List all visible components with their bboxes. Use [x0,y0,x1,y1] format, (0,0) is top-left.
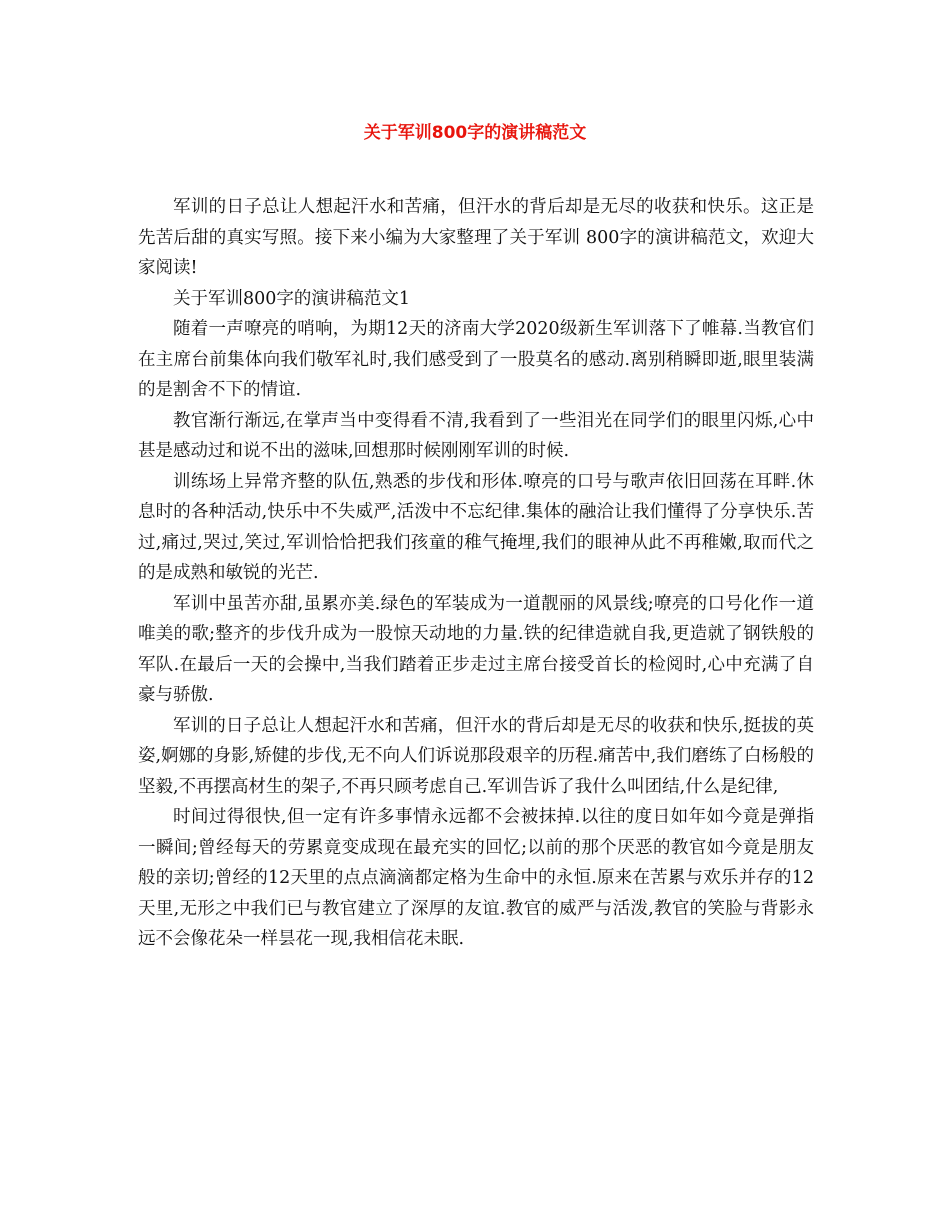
paragraph: 训练场上异常齐整的队伍,熟悉的步伐和形体.嘹亮的口号与歌声依旧回荡在耳畔.休息时的各种活动,快乐中不失威严,活泼中不忘纪律.集体的融洽让我们懂得了分享快乐.苦过,痛过,哭过,笑过,军训恰恰把我们孩童的稚气掩埋,我们的眼神从此不再稚嫩,取而代之的是成熟和敏锐的光芒. [138,471,814,583]
paragraph: 随着一声嘹亮的哨响，为期12天的济南大学2020级新生军训落下了帷幕.当教官们在主席台前集体向我们敬军礼时,我们感受到了一股莫名的感动.离别稍瞬即逝,眼里装满的是割舍不下的情谊. [138,319,814,400]
paragraph: 教官渐行渐远,在掌声当中变得看不清,我看到了一些泪光在同学们的眼里闪烁,心中甚是感动过和说不出的滋味,回想那时候刚刚军训的时候. [138,410,814,461]
paragraph-intro: 军训的日子总让人想起汗水和苦痛，但汗水的背后却是无尽的收获和快乐。这正是先苦后甜的真实写照。接下来小编为大家整理了关于军训 800字的演讲稿范文，欢迎大家阅读! [138,197,814,278]
section-heading: 关于军训800字的演讲稿范文1 [173,288,411,309]
paragraph: 军训中虽苦亦甜,虽累亦美.绿色的军装成为一道靓丽的风景线;嘹亮的口号化作一道唯美的歌;整齐的步伐升成为一股惊天动地的力量.铁的纪律造就自我,更造就了钢铁般的军队.在最后一天的会操中,当我们踏着正步走过主席台接受首长的检阅时,心中充满了自豪与骄傲. [138,593,814,705]
paragraph: 时间过得很快,但一定有许多事情永远都不会被抹掉.以往的度日如年如今竟是弹指一瞬间;曾经每天的劳累竟变成现在最充实的回忆;以前的那个厌恶的教官如今竟是朋友般的亲切;曾经的12天里的点点滴滴都定格为生命中的永恒.原来在苦累与欢乐并存的12天里,无形之中我们已与教官建立了深厚的友谊.教官的威严与活泼,教官的笑脸与背影永远不会像花朵一样昙花一现,我相信花未眠. [138,807,814,949]
document-title: 关于军训800字的演讲稿范文 [363,123,587,143]
document-body [138,192,814,955]
paragraph: 军训的日子总让人想起汗水和苦痛，但汗水的背后却是无尽的收获和快乐,挺拔的英姿,婀娜的身影,矫健的步伐,无不向人们诉说那段艰辛的历程.痛苦中,我们磨练了白杨般的坚毅,不再摆高材生的架子,不再只顾考虑自己.军训告诉了我什么叫团结,什么是纪律, [138,715,814,797]
